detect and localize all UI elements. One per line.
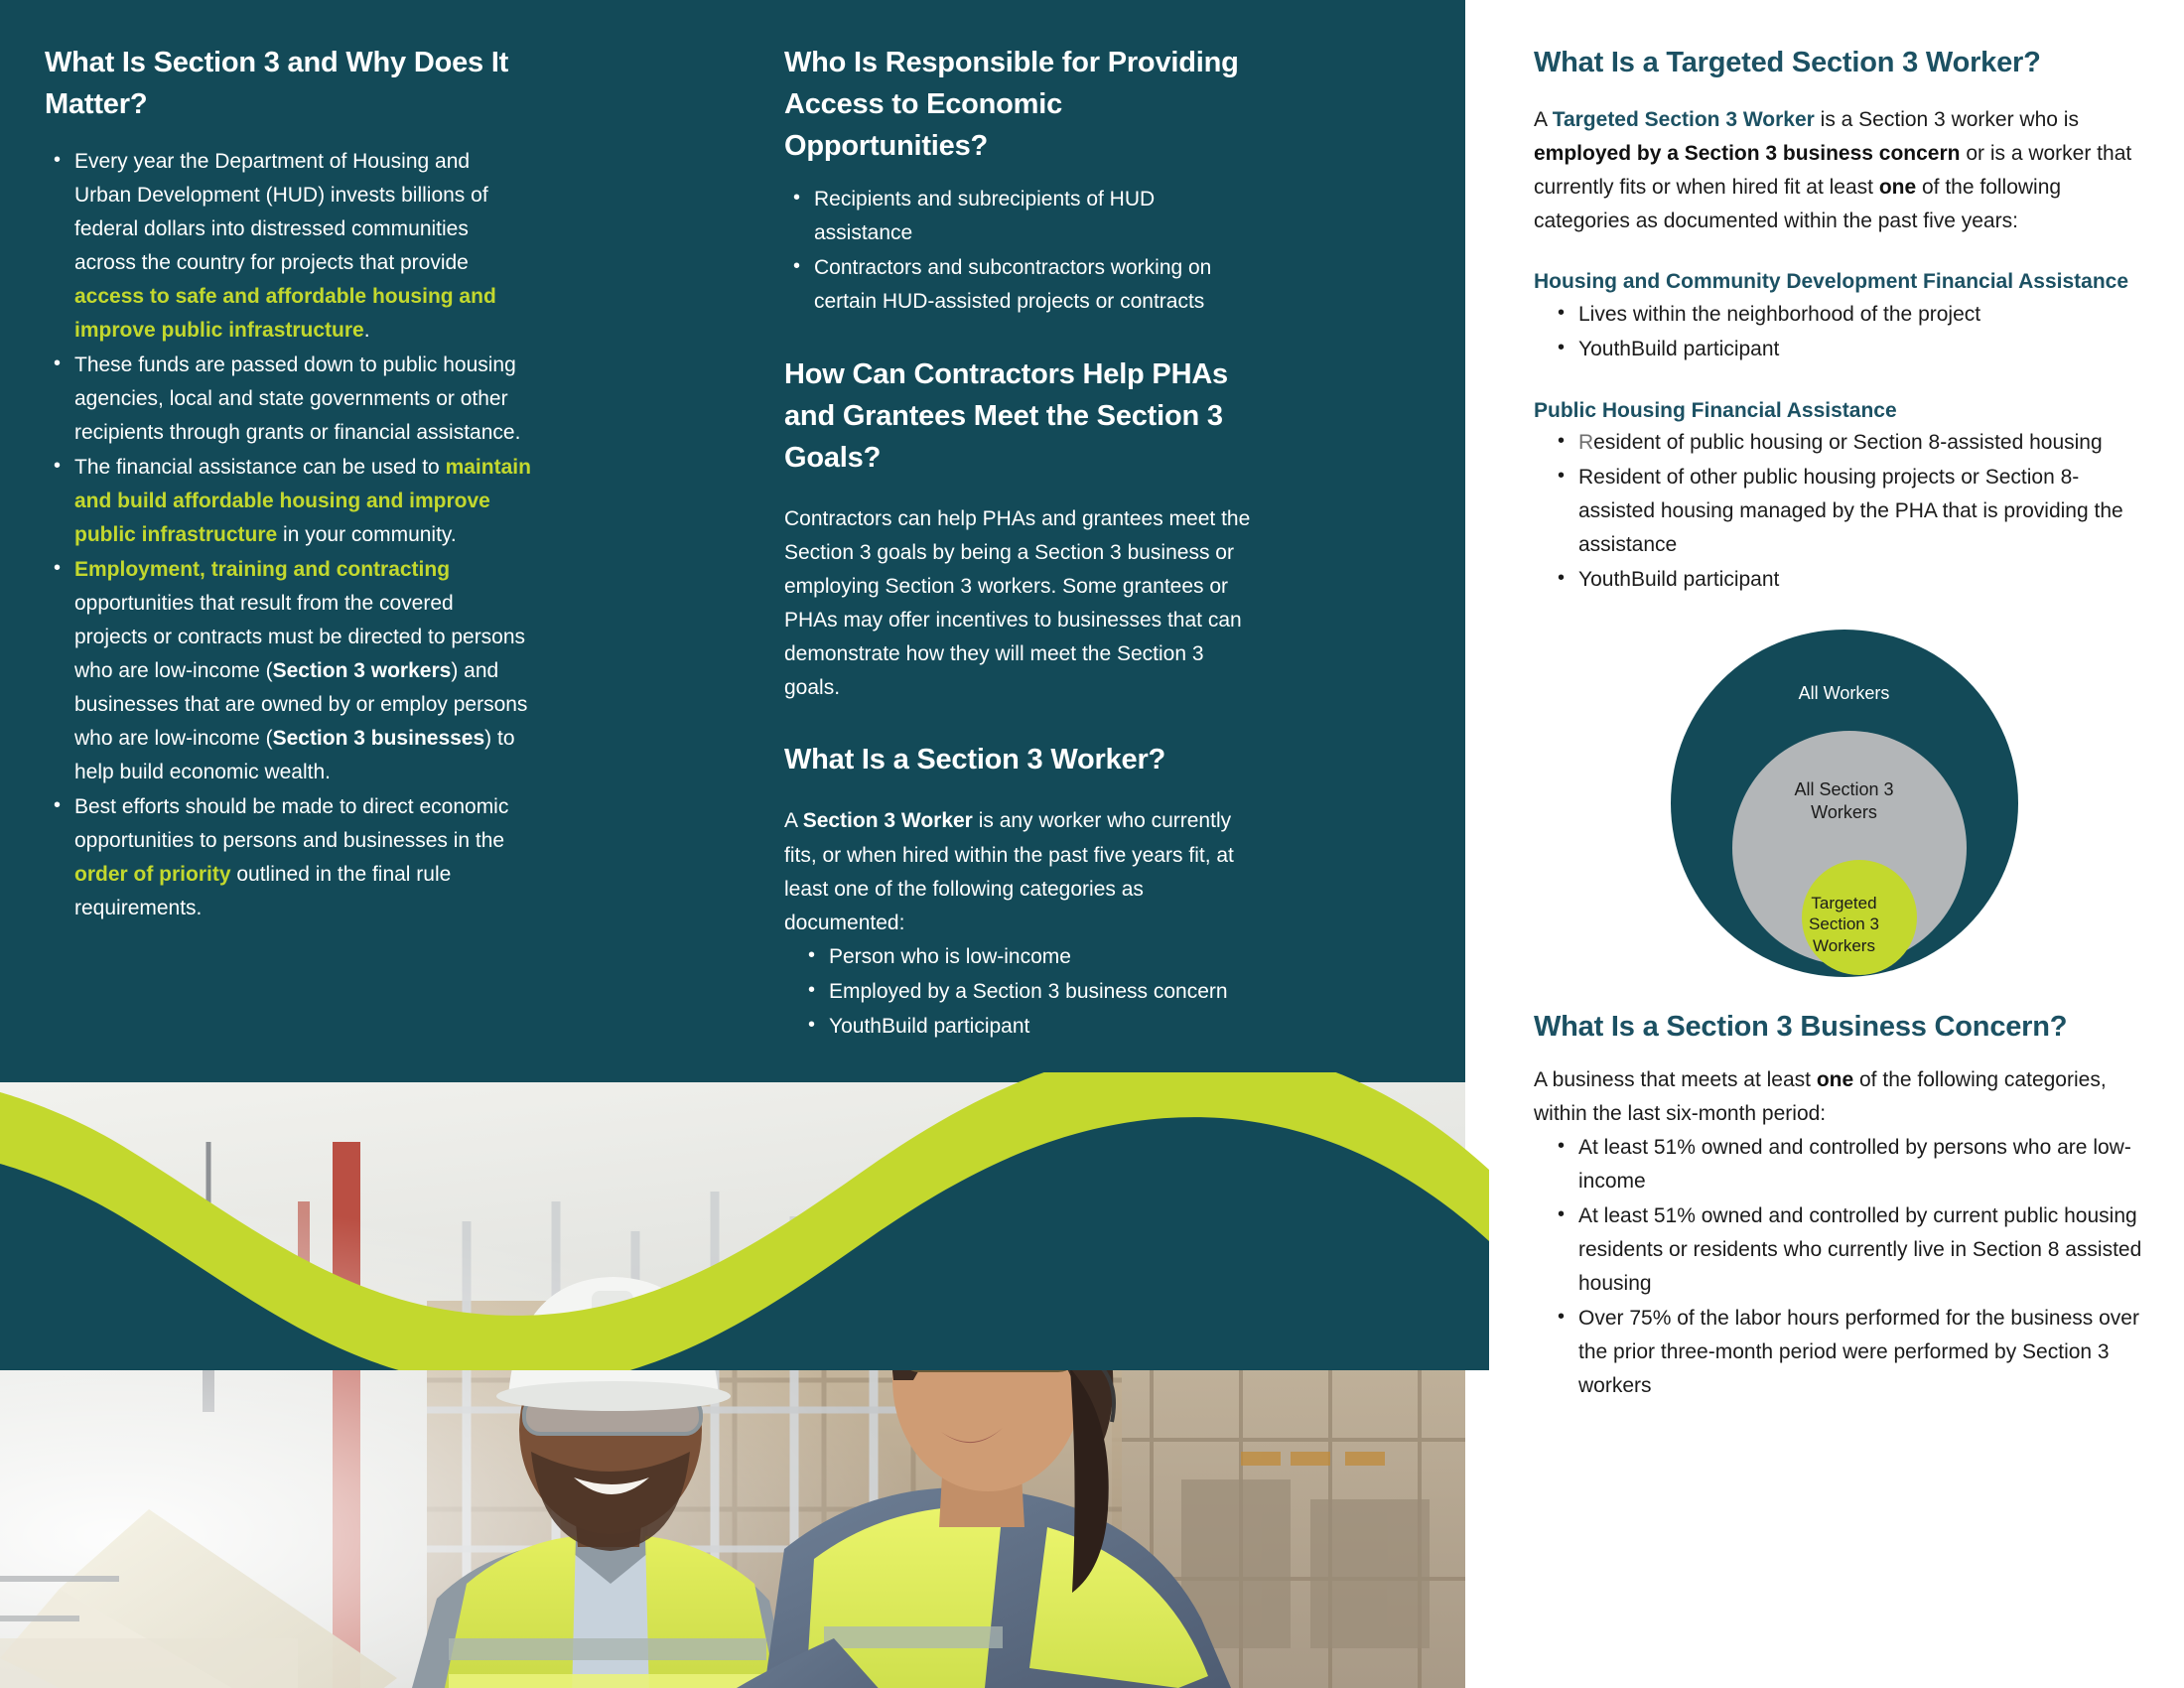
col2-section3-intro <box>784 804 1251 939</box>
col2-section1-heading: Who Is Responsible for Providing Access to Economic Opportunities? <box>784 47 1239 163</box>
list-item: • YouthBuild participant <box>1549 563 2154 597</box>
bullet-text-b: ) and businesses that are owned by or employ persons who are low-income ( <box>74 659 528 751</box>
bullet-text-post: outlined in the final rule requirements. <box>74 863 452 920</box>
bullet-highlight: access to safe and affordable housing and improve public infrastructure <box>74 285 496 343</box>
list-item: • Over 75% of the labor hours performed for the business over the prior three-month period were performed by Section 3 workers <box>1549 1302 2154 1403</box>
bullet-highlight: maintain and build affordable housing and improve public infrastructure <box>74 456 531 547</box>
list-item: • Resident of other public housing projects or Section 8-assisted housing managed by the PHA that is providing the assistance <box>1549 461 2154 562</box>
bullet-highlight: order of priority <box>74 863 231 887</box>
venn-label-line3: Workers <box>1813 935 1875 955</box>
venn-label-line1: All Section 3 <box>1794 779 1894 800</box>
col3-group2-list <box>1549 426 2154 597</box>
intro-b: is any worker who currently fits, or when hired within the past five years fit, at least one of the following categories as documented: <box>784 809 1234 934</box>
col2-worker-categories-list <box>799 940 1251 1044</box>
venn-label-line1: Targeted <box>1811 894 1877 914</box>
list-item <box>45 349 531 450</box>
venn-label-line2: Workers <box>1811 801 1877 822</box>
list-item-text: esident of public housing or Section 8-assisted housing <box>1593 431 2103 455</box>
list-item <box>1549 426 2154 460</box>
list-item: • At least 51% owned and controlled by persons who are low-income <box>1549 1131 2154 1198</box>
intro-one-bold: one <box>1816 1068 1854 1092</box>
col2-responsible-list <box>784 183 1251 319</box>
bullet-lead-highlight: Employment, training and contracting <box>74 558 451 582</box>
bullet-text-pre: The financial assistance can be used to <box>74 456 446 480</box>
list-item: • Contractors and subcontractors working on certain HUD-assisted projects or contracts <box>784 251 1251 319</box>
bullet-text-pre: Every year the Department of Housing and Urban Development (HUD) invests billions of federal dollars into distressed communities across the country for projects that provide <box>74 150 488 275</box>
list-item <box>45 145 531 348</box>
intro-d: of the following categories as documented within the past five years: <box>1534 176 2062 233</box>
list-item <box>45 553 531 789</box>
col3-section1-heading: What Is a Targeted Section 3 Worker? <box>1534 47 2041 78</box>
venn-label-line2: Section 3 <box>1809 914 1879 934</box>
first-letter-accent: R <box>1578 431 1594 455</box>
col3-section2-heading: What Is a Section 3 Business Concern? <box>1534 1011 2068 1044</box>
venn-label-targeted-section3 <box>1666 893 2023 956</box>
list-item: • Recipients and subrecipients of HUD assistance <box>784 183 1251 250</box>
list-item: • Lives within the neighborhood of the project <box>1549 298 2154 332</box>
col3-section2-intro <box>1534 1063 2154 1131</box>
intro-teal-bold: Targeted Section 3 Worker <box>1552 108 1815 132</box>
intro-a: A <box>1534 108 1553 132</box>
col1-heading: What Is Section 3 and Why Does It Matter? <box>45 47 509 121</box>
col2-section2-heading: How Can Contractors Help PHAs and Grantees Meet the Section 3 Goals? <box>784 358 1228 475</box>
intro-black-bold: employed by a Section 3 business concern <box>1534 142 1961 166</box>
list-item: • Person who is low-income <box>799 940 1251 974</box>
bullet-text-pre: These funds are passed down to public housing agencies, local and state governments or other recipients through grants or financial assistance. <box>74 353 521 445</box>
bullet-text-c: ) to help build economic wealth. <box>74 727 515 784</box>
bullet-text-a: opportunities that result from the covered projects or contracts must be directed to persons who are low-income ( <box>74 592 526 683</box>
column-three <box>1534 42 2154 1404</box>
intro-c: or is a worker that currently fits or when hired fit at least <box>1534 142 2132 200</box>
col3-section1-intro <box>1534 103 2154 238</box>
bullet-bold-a: Section 3 workers <box>272 659 452 683</box>
intro-b: of the following categories, within the last six-month period: <box>1534 1068 2107 1126</box>
bullet-bold-b: Section 3 businesses <box>272 727 485 751</box>
column-one <box>45 42 531 926</box>
list-item: • YouthBuild participant <box>799 1010 1251 1044</box>
list-item: • At least 51% owned and controlled by current public housing residents or residents who currently live in Section 8 assisted housing <box>1549 1199 2154 1301</box>
nested-circles-diagram <box>1666 625 2023 982</box>
list-item <box>45 790 531 925</box>
col2-section3-heading: What Is a Section 3 Worker? <box>784 744 1166 776</box>
bullet-text-pre: Best efforts should be made to direct economic opportunities to persons and businesses in the <box>74 795 509 853</box>
col3-group1-subheading: Housing and Community Development Financial Assistance <box>1534 270 2129 294</box>
col3-group2-subheading: Public Housing Financial Assistance <box>1534 398 1897 422</box>
bullet-text-post: in your community. <box>277 523 457 547</box>
col1-bullet-list <box>45 145 531 925</box>
intro-a: A business that meets at least <box>1534 1068 1817 1092</box>
venn-label-all-section3 <box>1666 778 2023 823</box>
list-item <box>45 451 531 552</box>
venn-label-all-workers: All Workers <box>1798 683 1890 704</box>
intro-bold: Section 3 Worker <box>802 809 973 833</box>
intro-a: A <box>784 809 803 833</box>
intro-one-bold: one <box>1878 176 1917 200</box>
list-item: • YouthBuild participant <box>1549 333 2154 366</box>
bullet-text-post: . <box>363 319 370 343</box>
column-two <box>784 42 1251 1045</box>
col3-business-list <box>1549 1131 2154 1403</box>
intro-b: is a Section 3 worker who is <box>1814 108 2079 132</box>
panel-divider <box>1465 0 1489 1688</box>
list-item: • Employed by a Section 3 business concern <box>799 975 1251 1009</box>
col3-group1-list <box>1549 298 2154 366</box>
construction-workers-photo <box>0 1082 1465 1688</box>
col2-section2-paragraph: Contractors can help PHAs and grantees meet the Section 3 goals by being a Section 3 business or employing Section 3 workers. Some grantees or PHAs may offer incentives to businesses that can demonstrate how they will meet the Section 3 goals. <box>784 507 1251 700</box>
